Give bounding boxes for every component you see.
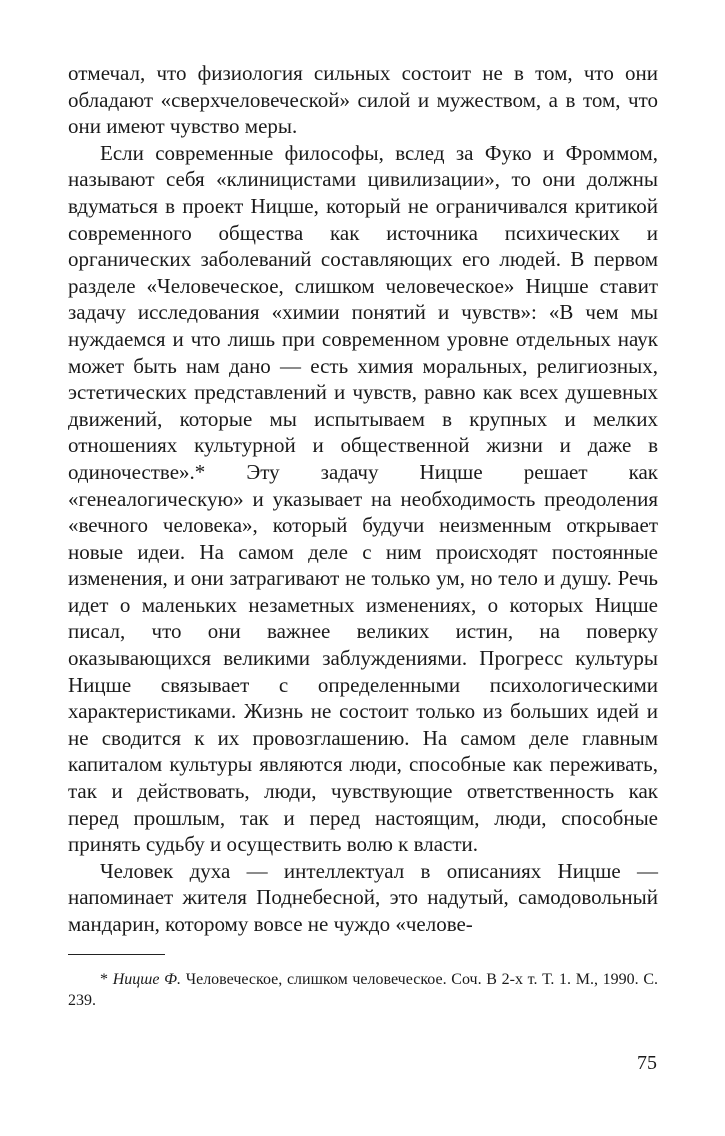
page	[68, 60, 658, 1011]
body-text	[68, 60, 658, 938]
page-number: 75	[637, 1052, 657, 1074]
footnote-marker: *	[100, 970, 113, 988]
footnote-divider	[68, 954, 165, 955]
footnote-author: Ницше Ф.	[112, 970, 181, 988]
paragraph-1: отмечал, что физиология сильных состоит не в том, что они обладают «сверхчеловеческой» силой и мужеством, а в том, что они имеют чувство меры.	[68, 61, 658, 139]
paragraph-2: Если современные философы, вслед за Фуко и Фроммом, называют себя «клиницистами цивилизации», то они должны вдуматься в проект Ницше, который не ограничивался критикой современного общества как источника психических и органических заболеваний составляющих его людей. В первом разделе «Человеческое, слишком человеческое» Ницше ставит задачу исследования «химии понятий и чувств»: «В чем мы нуждаемся и что лишь при современном уровне отдельных наук может быть нам дано — есть химия моральных, религиозных, эстетических представлений и чувств, равно как всех душевных движений, которые мы испытываем в крупных и мелких отношениях культурной и общественной жизни и даже в одиночестве».* Эту задачу Ницше решает как «генеалогическую» и указывает на необходимость преодоления «вечного человека», который будучи неизменным открывает новые идеи. На самом деле с ним происходят постоянные изменения, и они затрагивают не только ум, но тело и душу. Речь идет о маленьких незаметных изменениях, о которых Ницше писал, что они важнее великих истин, на поверку оказывающихся великими заблуждениями. Прогресс культуры Ницше связывает с определенными психологическими характеристиками. Жизнь не состоит только из больших идей и не сводится к их провозглашению. На самом деле главным капиталом культуры являются люди, способные как переживать, так и действовать, люди, чувствующие ответственность как перед прошлым, так и перед настоящим, люди, способные принять судьбу и осуществить волю к власти.	[68, 140, 658, 857]
paragraph-3: Человек духа — интеллектуал в описаниях Ницше — напоминает жителя Поднебесной, это надутый, самодовольный мандарин, которому вовсе не чуждо «челове-	[68, 858, 658, 936]
footnote-text: Человеческое, слишком человеческое. Соч. В 2-х т. Т. 1. М., 1990. С. 239.	[68, 970, 659, 1009]
footnote	[68, 969, 658, 1011]
